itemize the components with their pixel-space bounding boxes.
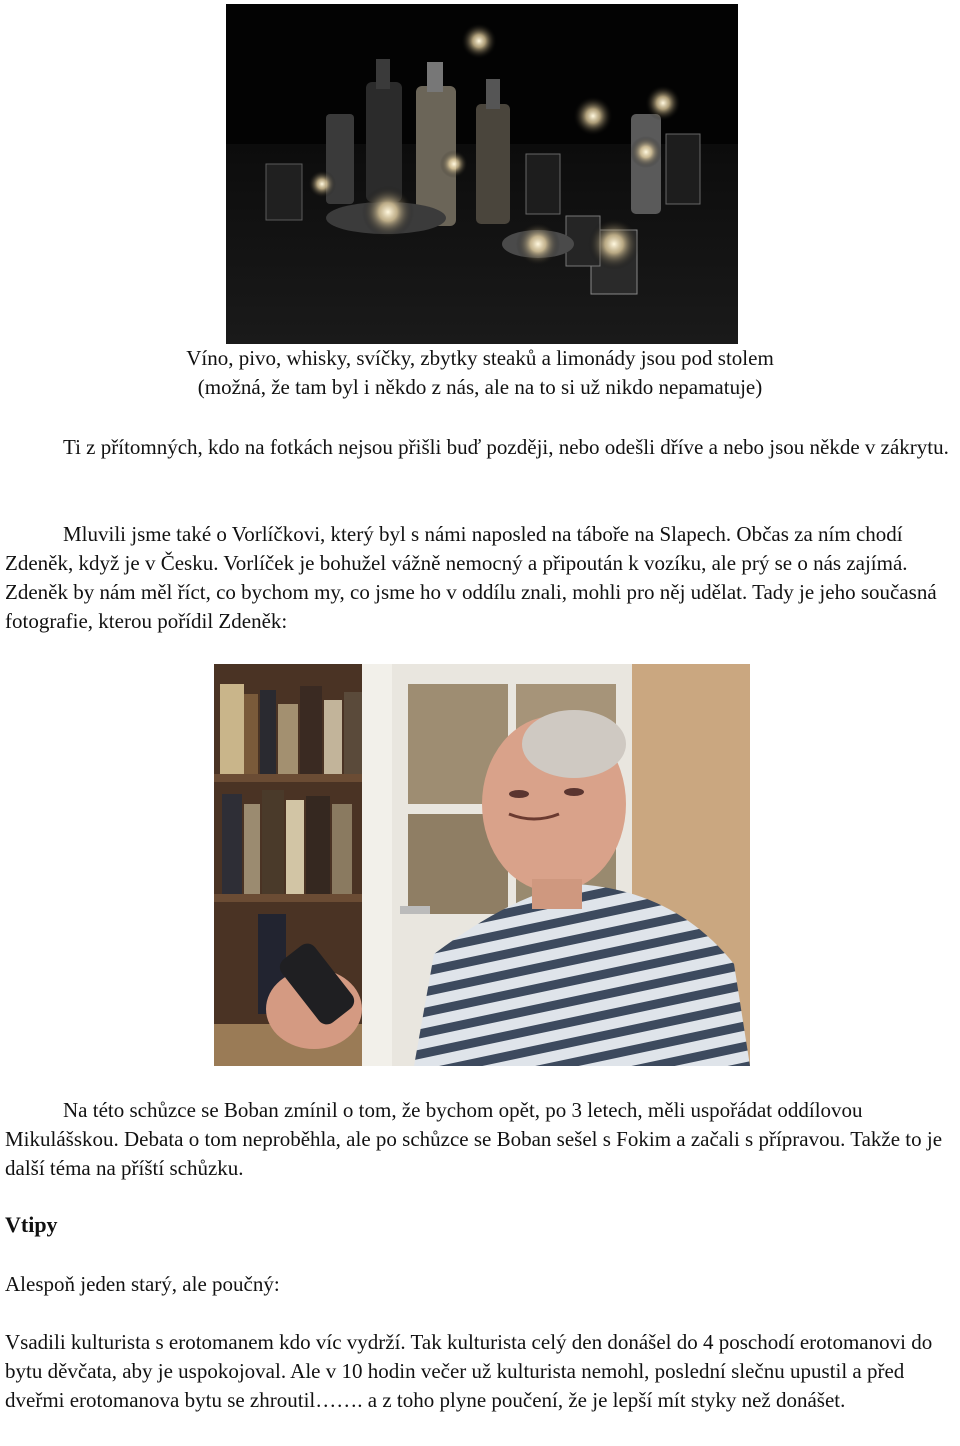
- photo-caption-line-2: (možná, že tam byl i někdo z nás, ale na to si už nikdo nepamatuje): [197, 375, 763, 399]
- paragraph-absent-people: Ti z přítomných, kdo na fotkách nejsou přišli buď později, nebo odešli dříve a nebo jsou někde v zákrytu.: [63, 435, 949, 459]
- candlelit-table-photo: [226, 4, 738, 344]
- paragraph-mikulasska: Na této schůzce se Boban zmínil o tom, že bychom opět, po 3 letech, měli uspořádat oddílovou Mikulášskou. Debata o tom neproběhla, ale po schůzce se Boban sešel s Fokim a začali s přípravou. Takže to je další téma na příští schůzku.: [5, 1098, 943, 1180]
- jokes-intro: Alespoň jeden starý, ale poučný:: [5, 1272, 280, 1296]
- photo-caption-line-1: Víno, pivo, whisky, svíčky, zbytky steaků a limonády jsou pod stolem: [186, 346, 774, 370]
- portrait-photo: [214, 664, 750, 1066]
- joke-text: Vsadili kulturista s erotomanem kdo víc vydrží. Tak kulturista celý den donášel do 4 poschodí erotomanovi do bytu děvčata, aby je uspokojoval. Ale v 10 hodin večer už kulturista nemohl, poslední slečnu upustil a před dveřmi erotomanova bytu se zhroutil……. a z toho plyne poučení, že je lepší mít styky než donášet.: [5, 1330, 933, 1412]
- section-heading-jokes: Vtipy: [5, 1212, 58, 1237]
- paragraph-vorlicek: Mluvili jsme také o Vorlíčkovi, který byl s námi naposled na táboře na Slapech. Občas za ním chodí Zdeněk, když je v Česku. Vorlíček je bohužel vážně nemocný a připoután k vozíku, ale prý se o nás zajímá. Zdeněk by nám měl říct, co bychom my, co jsme ho v oddílu znali, mohli pro něj udělat. Tady je jeho současná fotografie, kterou pořídil Zdeněk:: [5, 522, 937, 633]
